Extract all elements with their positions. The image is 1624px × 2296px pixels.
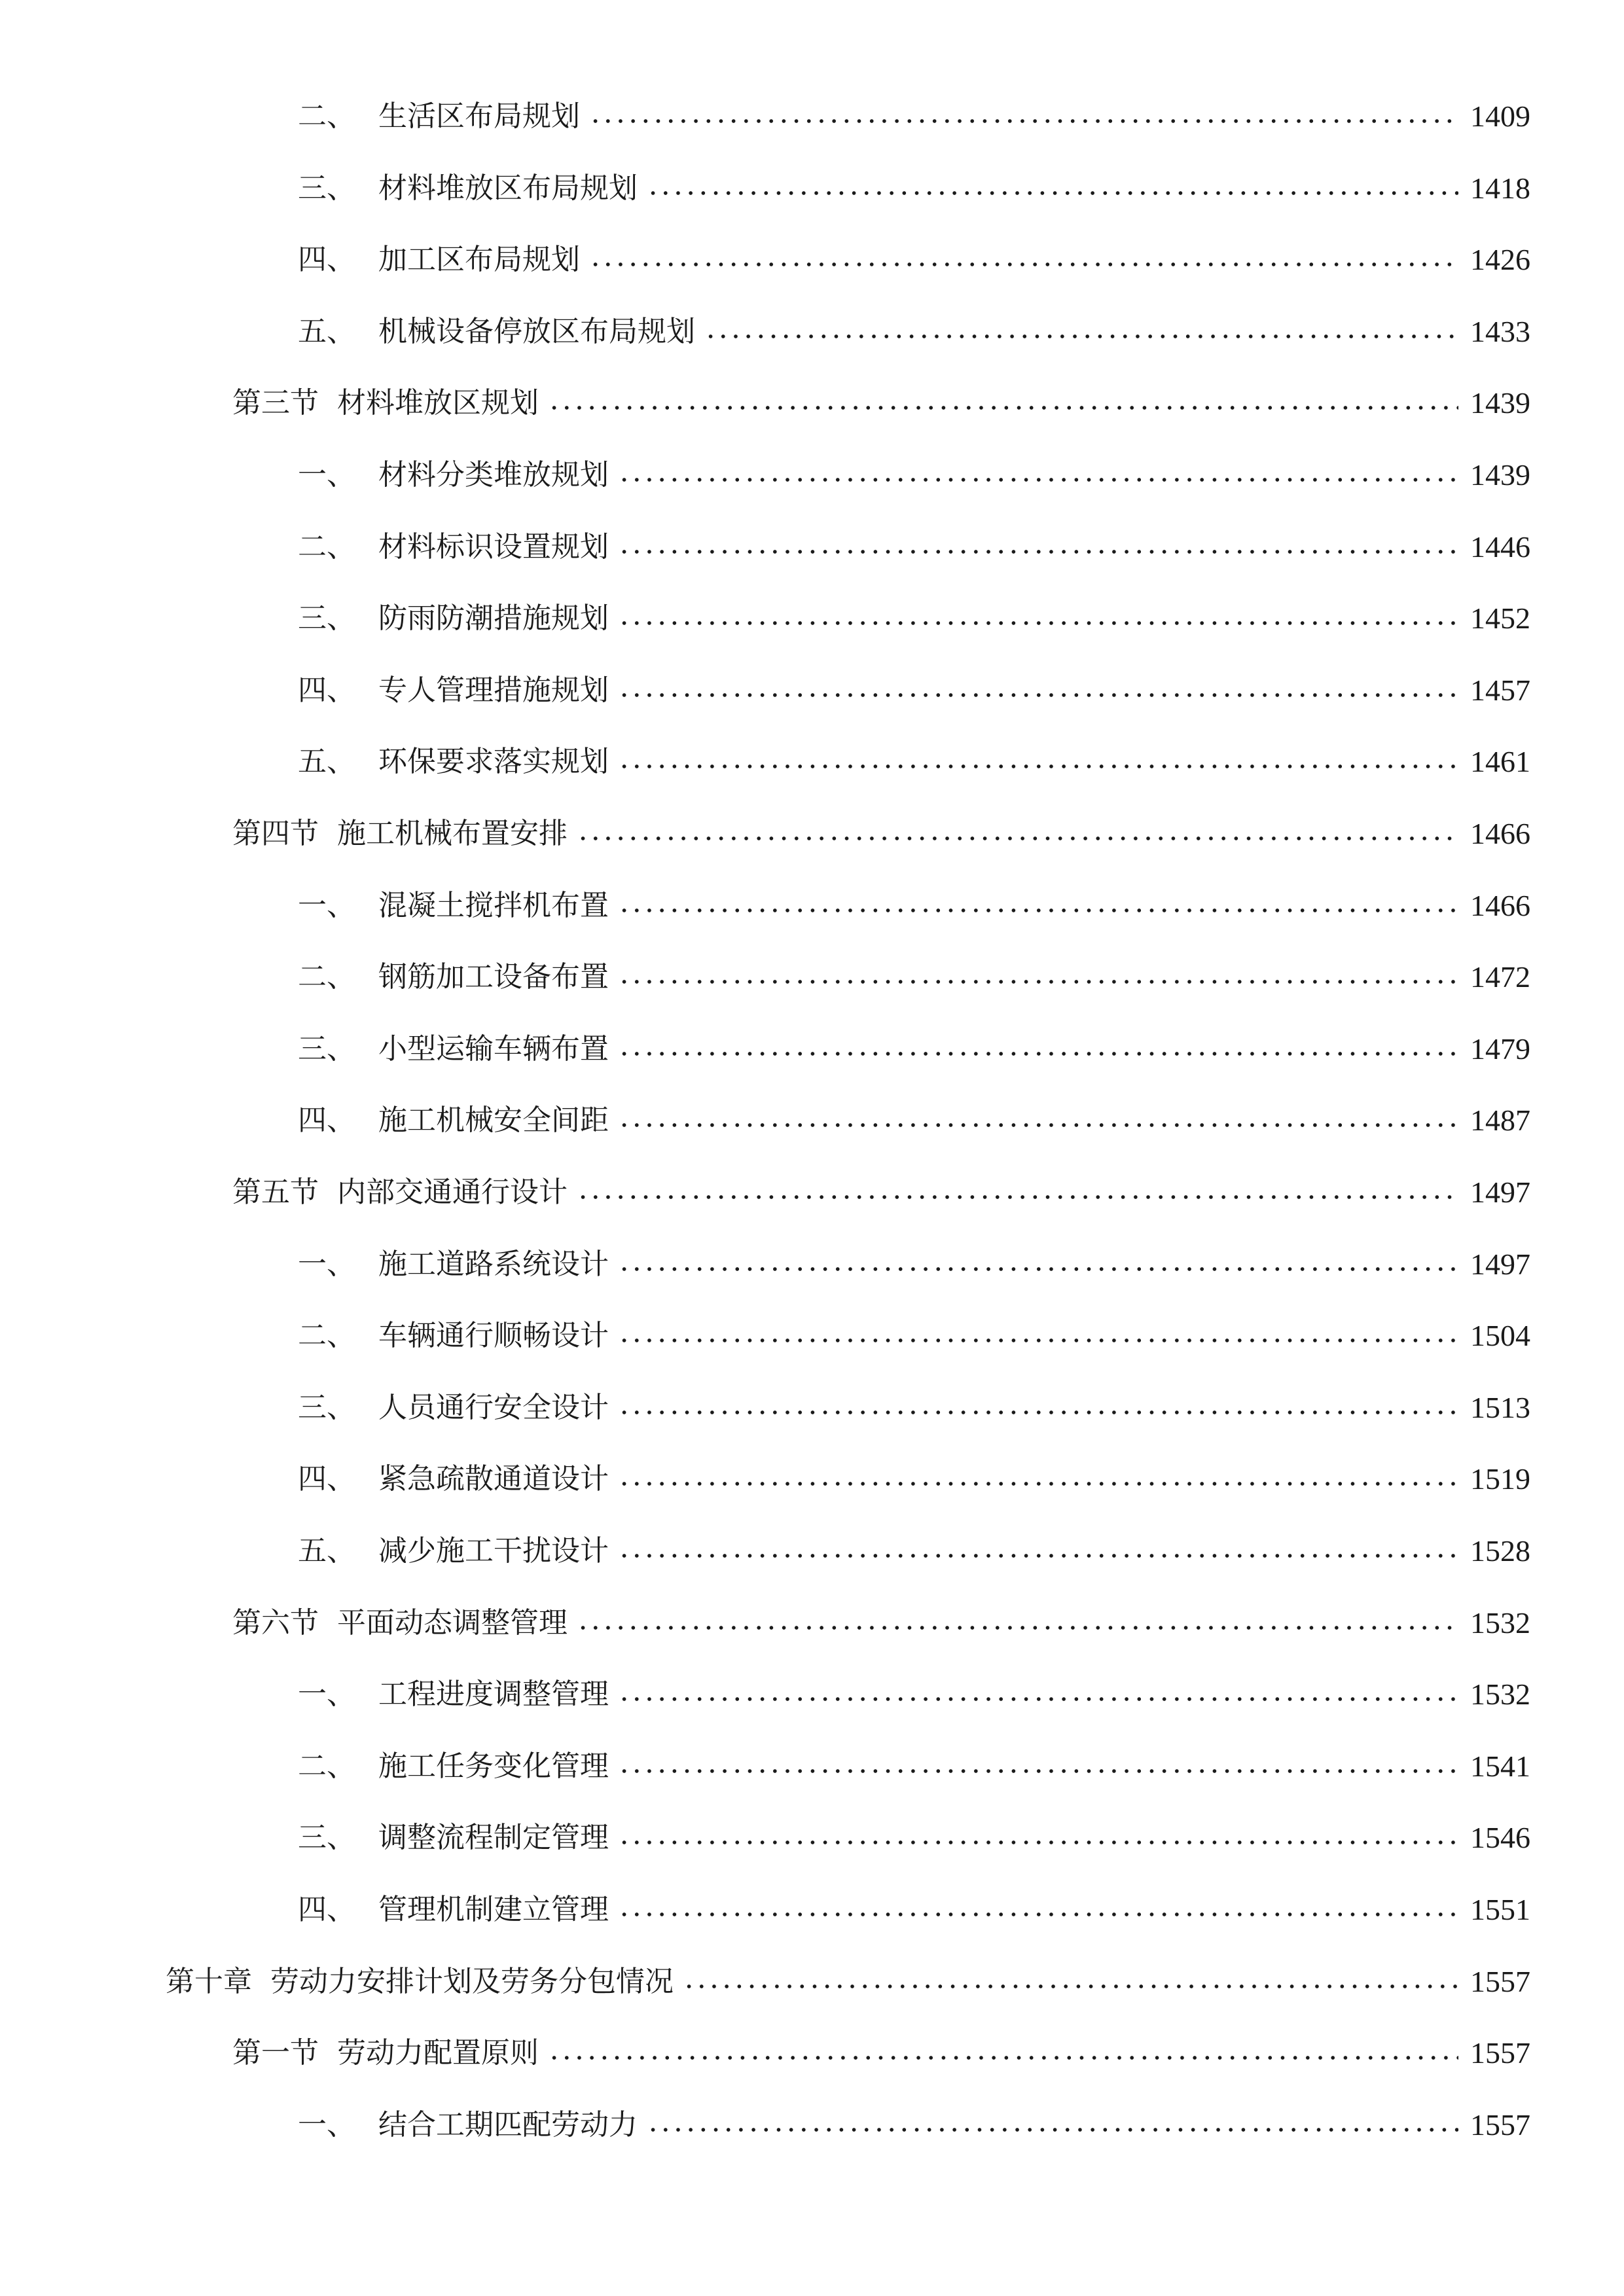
toc-page-number: 1513 xyxy=(1470,1391,1530,1424)
dot-leader xyxy=(618,975,1458,988)
dot-leader xyxy=(618,545,1458,558)
toc-item-number: 五、 xyxy=(298,745,355,778)
toc-section-number: 第五节 xyxy=(232,1175,319,1209)
toc-entry-title: 小型运输车辆布置 xyxy=(378,1032,609,1066)
dot-leader xyxy=(704,330,1458,343)
toc-item-number: 二、 xyxy=(298,960,355,994)
toc-item-number: 四、 xyxy=(298,1103,355,1137)
toc-entry-title: 调整流程制定管理 xyxy=(378,1821,609,1854)
toc-item-number: 四、 xyxy=(298,1893,355,1926)
dot-leader xyxy=(618,1334,1458,1347)
toc-item-number: 五、 xyxy=(298,1534,355,1568)
toc-entry[interactable] xyxy=(232,1170,1530,1215)
toc-page-number: 1479 xyxy=(1470,1032,1530,1066)
toc-page-number: 1546 xyxy=(1470,1821,1530,1854)
toc-item-number: 二、 xyxy=(298,1319,355,1352)
toc-entry-title: 专人管理措施规划 xyxy=(378,673,609,707)
toc-item-number: 四、 xyxy=(298,673,355,707)
toc-item-number: 一、 xyxy=(298,2108,355,2142)
dot-leader xyxy=(618,760,1458,773)
toc-section-number: 第一节 xyxy=(232,2036,319,2070)
dot-leader xyxy=(577,1621,1458,1634)
toc-entry-title: 劳动力安排计划及劳务分包情况 xyxy=(270,1965,674,1998)
toc-entry[interactable] xyxy=(298,883,1530,929)
toc-entry-title: 加工区布局规划 xyxy=(378,243,580,276)
dot-leader xyxy=(618,1693,1458,1706)
toc-entry[interactable] xyxy=(298,1098,1530,1143)
toc-page-number: 1551 xyxy=(1470,1893,1530,1926)
toc-item-number: 三、 xyxy=(298,1032,355,1066)
toc-page-number: 1532 xyxy=(1470,1606,1530,1640)
toc-page-number: 1519 xyxy=(1470,1462,1530,1496)
toc-entry[interactable] xyxy=(298,1528,1530,1574)
toc-entry[interactable] xyxy=(232,811,1530,857)
toc-page-number: 1528 xyxy=(1470,1534,1530,1568)
dot-leader xyxy=(683,1980,1458,1993)
dot-leader xyxy=(618,1908,1458,1921)
toc-entry[interactable] xyxy=(298,1887,1530,1933)
dot-leader xyxy=(618,1047,1458,1060)
toc-entry[interactable] xyxy=(298,1456,1530,1502)
toc-item-number: 二、 xyxy=(298,530,355,564)
toc-item-number: 一、 xyxy=(298,1677,355,1711)
toc-page-number: 1541 xyxy=(1470,1749,1530,1783)
toc-entry-title: 施工机械安全间距 xyxy=(378,1103,609,1137)
toc-item-number: 三、 xyxy=(298,1821,355,1854)
toc-page-number: 1557 xyxy=(1470,1965,1530,1998)
toc-entry-title: 环保要求落实规划 xyxy=(378,745,609,778)
dot-leader xyxy=(647,2123,1458,2136)
toc-entry-title: 劳动力配置原则 xyxy=(337,2036,539,2070)
toc-page-number: 1426 xyxy=(1470,243,1530,276)
toc-page-number: 1439 xyxy=(1470,458,1530,492)
toc-entry[interactable] xyxy=(298,1815,1530,1861)
dot-leader xyxy=(548,2051,1458,2064)
toc-entry[interactable] xyxy=(298,1313,1530,1359)
toc-entry[interactable] xyxy=(298,2102,1530,2148)
toc-page-number: 1504 xyxy=(1470,1319,1530,1352)
toc-entry-title: 工程进度调整管理 xyxy=(378,1677,609,1711)
toc-item-number: 二、 xyxy=(298,99,355,133)
toc-item-number: 二、 xyxy=(298,1749,355,1783)
toc-page-number: 1409 xyxy=(1470,99,1530,133)
toc-page-number: 1433 xyxy=(1470,315,1530,348)
toc-entry[interactable] xyxy=(298,237,1530,283)
toc-entry[interactable] xyxy=(298,739,1530,785)
toc-entry[interactable] xyxy=(298,668,1530,713)
dot-leader xyxy=(618,1477,1458,1490)
toc-entry-title: 材料标识设置规划 xyxy=(378,530,609,564)
toc-page-number: 1452 xyxy=(1470,601,1530,635)
toc-page-number: 1446 xyxy=(1470,530,1530,564)
toc-section-number: 第十章 xyxy=(166,1965,252,1998)
toc-section-number: 第三节 xyxy=(232,386,319,420)
toc-entry-title: 施工道路系统设计 xyxy=(378,1247,609,1281)
dot-leader xyxy=(618,1406,1458,1419)
dot-leader xyxy=(647,187,1458,200)
toc-entry-title: 材料分类堆放规划 xyxy=(378,458,609,492)
toc-entry-title: 结合工期匹配劳动力 xyxy=(378,2108,638,2142)
toc-section-number: 第六节 xyxy=(232,1606,319,1640)
toc-item-number: 一、 xyxy=(298,889,355,922)
toc-entry-title: 施工机械布置安排 xyxy=(337,817,568,850)
toc-entry-title: 车辆通行顺畅设计 xyxy=(378,1319,609,1352)
toc-item-number: 五、 xyxy=(298,315,355,348)
toc-entry-title: 防雨防潮措施规划 xyxy=(378,601,609,635)
dot-leader xyxy=(618,904,1458,917)
toc-item-number: 一、 xyxy=(298,1247,355,1281)
toc-item-number: 三、 xyxy=(298,601,355,635)
toc-page-number: 1466 xyxy=(1470,889,1530,922)
toc-entry[interactable] xyxy=(298,166,1530,211)
dot-leader xyxy=(589,115,1458,128)
dot-leader xyxy=(618,689,1458,702)
toc-entry-title: 内部交通通行设计 xyxy=(337,1175,568,1209)
toc-item-number: 一、 xyxy=(298,458,355,492)
toc-entry[interactable] xyxy=(298,1242,1530,1287)
toc-entry[interactable] xyxy=(232,380,1530,426)
toc-entry[interactable] xyxy=(298,309,1530,355)
dot-leader xyxy=(577,832,1458,845)
toc-entry-title: 钢筋加工设备布置 xyxy=(378,960,609,994)
toc-entry-title: 减少施工干扰设计 xyxy=(378,1534,609,1568)
dot-leader xyxy=(618,617,1458,630)
dot-leader xyxy=(577,1191,1458,1204)
toc-entry[interactable] xyxy=(298,954,1530,1000)
toc-entry-title: 机械设备停放区布局规划 xyxy=(378,315,695,348)
toc-entry[interactable] xyxy=(298,452,1530,498)
toc-page-number: 1472 xyxy=(1470,960,1530,994)
toc-entry[interactable] xyxy=(298,1385,1530,1431)
toc-item-number: 三、 xyxy=(298,1391,355,1424)
toc-item-number: 四、 xyxy=(298,243,355,276)
toc-section-number: 第四节 xyxy=(232,817,319,850)
toc-item-number: 四、 xyxy=(298,1462,355,1496)
toc-entry-title: 生活区布局规划 xyxy=(378,99,580,133)
dot-leader xyxy=(618,473,1458,486)
toc-entry[interactable] xyxy=(298,1026,1530,1072)
dot-leader xyxy=(618,1119,1458,1132)
toc-page-number: 1439 xyxy=(1470,386,1530,420)
toc-entry-title: 施工任务变化管理 xyxy=(378,1749,609,1783)
toc-page-number: 1457 xyxy=(1470,673,1530,707)
toc-entry-title: 混凝土搅拌机布置 xyxy=(378,889,609,922)
toc-item-number: 三、 xyxy=(298,171,355,205)
toc-entry-title: 人员通行安全设计 xyxy=(378,1391,609,1424)
toc-page-number: 1466 xyxy=(1470,817,1530,850)
toc-entry[interactable] xyxy=(298,1744,1530,1789)
toc-entry-title: 平面动态调整管理 xyxy=(337,1606,568,1640)
toc-entry-title: 管理机制建立管理 xyxy=(378,1893,609,1926)
toc-page-number: 1461 xyxy=(1470,745,1530,778)
toc-entry-title: 紧急疏散通道设计 xyxy=(378,1462,609,1496)
toc-page-number: 1418 xyxy=(1470,171,1530,205)
dot-leader xyxy=(548,401,1458,414)
toc-entry[interactable] xyxy=(298,524,1530,570)
toc-entry[interactable] xyxy=(232,2030,1530,2076)
toc-entry[interactable] xyxy=(298,94,1530,139)
dot-leader xyxy=(618,1549,1458,1562)
dot-leader xyxy=(618,1836,1458,1849)
toc-page-number: 1497 xyxy=(1470,1247,1530,1281)
toc-entry-title: 材料堆放区布局规划 xyxy=(378,171,638,205)
toc-page-number: 1487 xyxy=(1470,1103,1530,1137)
toc-page-number: 1557 xyxy=(1470,2108,1530,2142)
toc-entry[interactable] xyxy=(166,1959,1530,2005)
dot-leader xyxy=(618,1263,1458,1276)
dot-leader xyxy=(618,1765,1458,1778)
toc-entry[interactable] xyxy=(232,1600,1530,1646)
toc-entry[interactable] xyxy=(298,1672,1530,1717)
dot-leader xyxy=(589,258,1458,271)
toc-page-number: 1497 xyxy=(1470,1175,1530,1209)
toc-entry[interactable] xyxy=(298,596,1530,641)
toc-entry-title: 材料堆放区规划 xyxy=(337,386,539,420)
toc-page-number: 1532 xyxy=(1470,1677,1530,1711)
toc-page-number: 1557 xyxy=(1470,2036,1530,2070)
